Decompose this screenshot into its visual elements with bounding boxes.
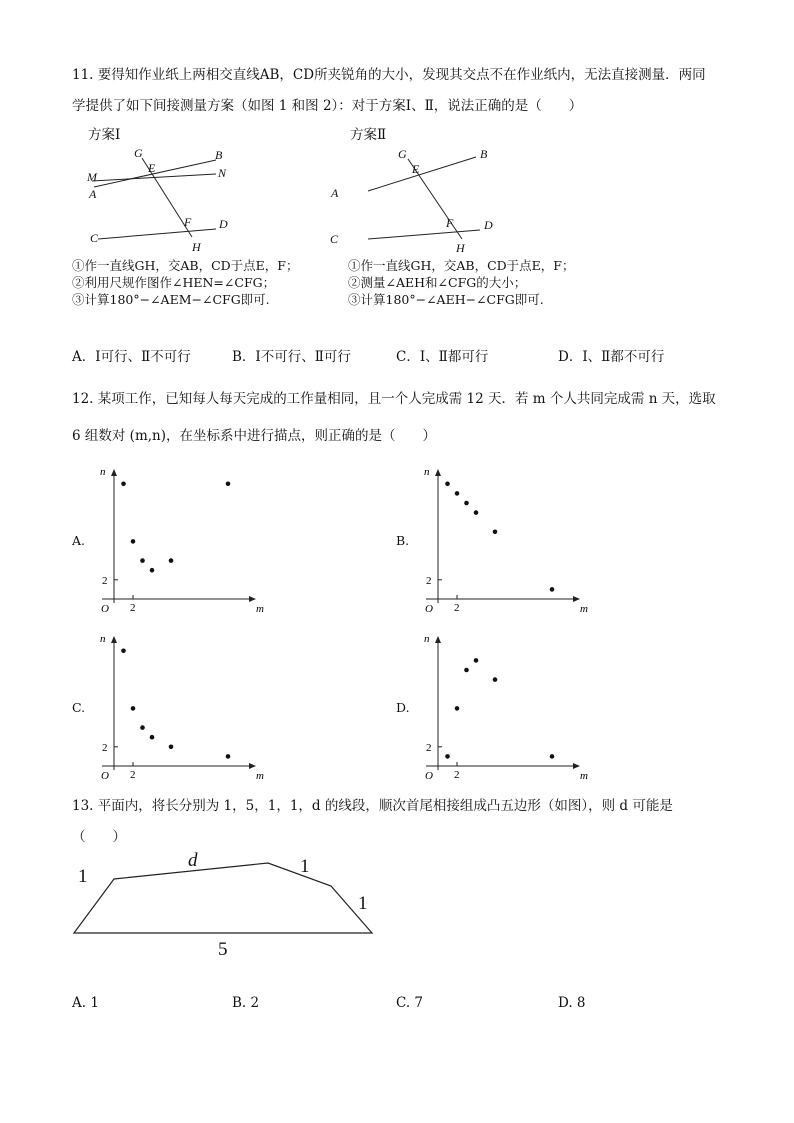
q12-graph-c: [90, 630, 290, 782]
q11-plan2-title: 方案Ⅱ: [350, 127, 387, 143]
x-tick-label: 2: [454, 769, 460, 781]
label-c: C: [90, 231, 99, 245]
label-m: M: [87, 170, 97, 184]
data-point-3: [464, 668, 469, 673]
q11-plan2-step1: ①作一直线GH，交AB，CD于点E，F；: [348, 258, 575, 273]
q13-option-c[interactable]: C. 7: [396, 995, 424, 1011]
q13-option-b[interactable]: B. 2: [232, 995, 260, 1011]
q12-stem-line2: 6 组数对 (m,n)，在坐标系中进行描点，则正确的是（ ）: [72, 428, 436, 444]
q11-plan1-title: 方案Ⅰ: [88, 127, 121, 143]
label-n: N: [218, 166, 227, 180]
q12-graph-d: [414, 630, 614, 782]
q12-option-d[interactable]: D.: [396, 700, 410, 715]
data-point-6: [226, 754, 231, 759]
x-axis-label: m: [580, 603, 588, 615]
label-right: 1: [358, 893, 368, 914]
label-left: 1: [78, 866, 88, 887]
q11-stem-line1: 11. 要得知作业纸上两相交直线AB，CD所夹锐角的大小，发现其交点不在作业纸内，无法直接测量．两同: [72, 67, 706, 83]
y-axis-label: n: [424, 633, 430, 645]
q11-plan1-step3: ③计算180°−∠AEM−∠CFG即可.: [72, 292, 270, 307]
x-axis-arrow: [249, 763, 256, 769]
data-point-4: [150, 568, 155, 573]
x-axis-arrow: [573, 763, 580, 769]
q13-stem-line2: （ ）: [72, 829, 126, 845]
q11-option-d[interactable]: D．Ⅰ、Ⅱ都不可行: [558, 349, 665, 365]
q13-pentagon-figure: [66, 845, 386, 965]
label-h: H: [192, 240, 201, 254]
x-axis-label: m: [256, 603, 264, 615]
data-point-1: [445, 482, 450, 487]
data-point-3: [140, 725, 145, 730]
y-axis-arrow: [435, 469, 441, 476]
y-axis-arrow: [111, 469, 117, 476]
q11-option-c[interactable]: C．Ⅰ、Ⅱ都可行: [396, 349, 489, 365]
line-ab: [368, 157, 476, 191]
q11-plan1-figure: [80, 143, 280, 258]
q12-option-b[interactable]: B.: [396, 533, 410, 548]
label-h: H: [456, 241, 465, 255]
origin-label: O: [101, 603, 109, 615]
data-point-6: [550, 587, 555, 592]
origin-label: O: [425, 603, 433, 615]
line-cd: [368, 230, 480, 239]
label-c: C: [330, 232, 339, 246]
x-axis-arrow: [249, 596, 256, 602]
q11-plan1-step1: ①作一直线GH，交AB，CD于点E，F；: [72, 258, 299, 273]
q12-stem-line1: 12. 某项工作，已知每人每天完成的工作量相同，且一个人完成需 12 天．若 m 个人共同完成需 n 天，选取: [72, 391, 716, 407]
q13-option-d[interactable]: D. 8: [558, 995, 586, 1011]
x-axis-label: m: [580, 770, 588, 782]
x-axis-label: m: [256, 770, 264, 782]
data-point-6: [550, 754, 555, 759]
data-point-4: [150, 735, 155, 740]
y-tick-label: 2: [426, 741, 432, 754]
label-a: A: [89, 187, 97, 201]
x-tick-label: 2: [130, 769, 136, 781]
data-point-5: [493, 677, 498, 682]
label-g: G: [398, 147, 407, 161]
q11-plan2-step3: ③计算180°−∠AEH−∠CFG即可.: [348, 292, 544, 307]
q12-graph-a: [90, 463, 290, 615]
label-f: F: [184, 215, 192, 229]
label-b: B: [480, 147, 488, 161]
data-point-1: [445, 754, 450, 759]
x-tick-label: 2: [454, 602, 460, 614]
q11-plan2-figure: [326, 143, 526, 258]
q12-option-a[interactable]: A.: [72, 533, 86, 548]
label-top-right: 1: [300, 856, 310, 877]
data-point-5: [493, 530, 498, 535]
line-cd: [98, 229, 216, 239]
q11-stem-line2: 学提供了如下间接测量方案（如图 1 和图 2）：对于方案Ⅰ、Ⅱ，说法正确的是（ ）: [72, 98, 583, 114]
q12-option-c[interactable]: C.: [72, 700, 86, 715]
label-bottom: 5: [218, 939, 228, 960]
q12-graph-b: [414, 463, 614, 615]
origin-label: O: [425, 770, 433, 782]
q11-plan2-step2: ②测量∠AEH和∠CFG的大小；: [348, 275, 527, 290]
y-axis-arrow: [111, 636, 117, 643]
y-tick-label: 2: [426, 574, 432, 587]
x-axis-arrow: [573, 596, 580, 602]
label-d: D: [219, 217, 228, 231]
data-point-3: [464, 501, 469, 506]
q13-stem-line1: 13. 平面内，将长分别为 1，5，1，1，d 的线段，顺次首尾相接组成凸五边形（如图），则 d 可能是: [72, 798, 673, 814]
label-e: E: [412, 162, 420, 176]
origin-label: O: [101, 770, 109, 782]
data-point-2: [455, 491, 460, 496]
label-g: G: [134, 146, 143, 160]
y-tick-label: 2: [102, 574, 108, 587]
label-e: E: [148, 161, 156, 175]
data-point-5: [169, 558, 174, 563]
label-f: F: [446, 216, 454, 230]
data-point-1: [121, 649, 126, 654]
y-axis-label: n: [100, 466, 106, 478]
y-axis-arrow: [435, 636, 441, 643]
data-point-2: [131, 539, 136, 544]
q11-option-b[interactable]: B．Ⅰ不可行、Ⅱ可行: [232, 349, 351, 365]
data-point-6: [226, 482, 231, 487]
q11-option-a[interactable]: A．Ⅰ可行、Ⅱ不可行: [72, 349, 191, 365]
q13-option-a[interactable]: A. 1: [72, 995, 99, 1011]
y-axis-label: n: [100, 633, 106, 645]
q11-plan1-step2: ②利用尺规作图作∠HEN=∠CFG；: [72, 275, 276, 290]
x-tick-label: 2: [130, 602, 136, 614]
y-axis-label: n: [424, 466, 430, 478]
data-point-2: [131, 706, 136, 711]
y-tick-label: 2: [102, 741, 108, 754]
pentagon: [74, 863, 372, 933]
label-b: B: [215, 148, 223, 162]
label-d: D: [484, 218, 493, 232]
data-point-3: [140, 558, 145, 563]
data-point-1: [121, 482, 126, 487]
data-point-4: [474, 658, 479, 663]
data-point-2: [455, 706, 460, 711]
label-d: d: [188, 850, 198, 871]
data-point-5: [169, 745, 174, 750]
label-a: A: [331, 186, 339, 200]
data-point-4: [474, 510, 479, 515]
